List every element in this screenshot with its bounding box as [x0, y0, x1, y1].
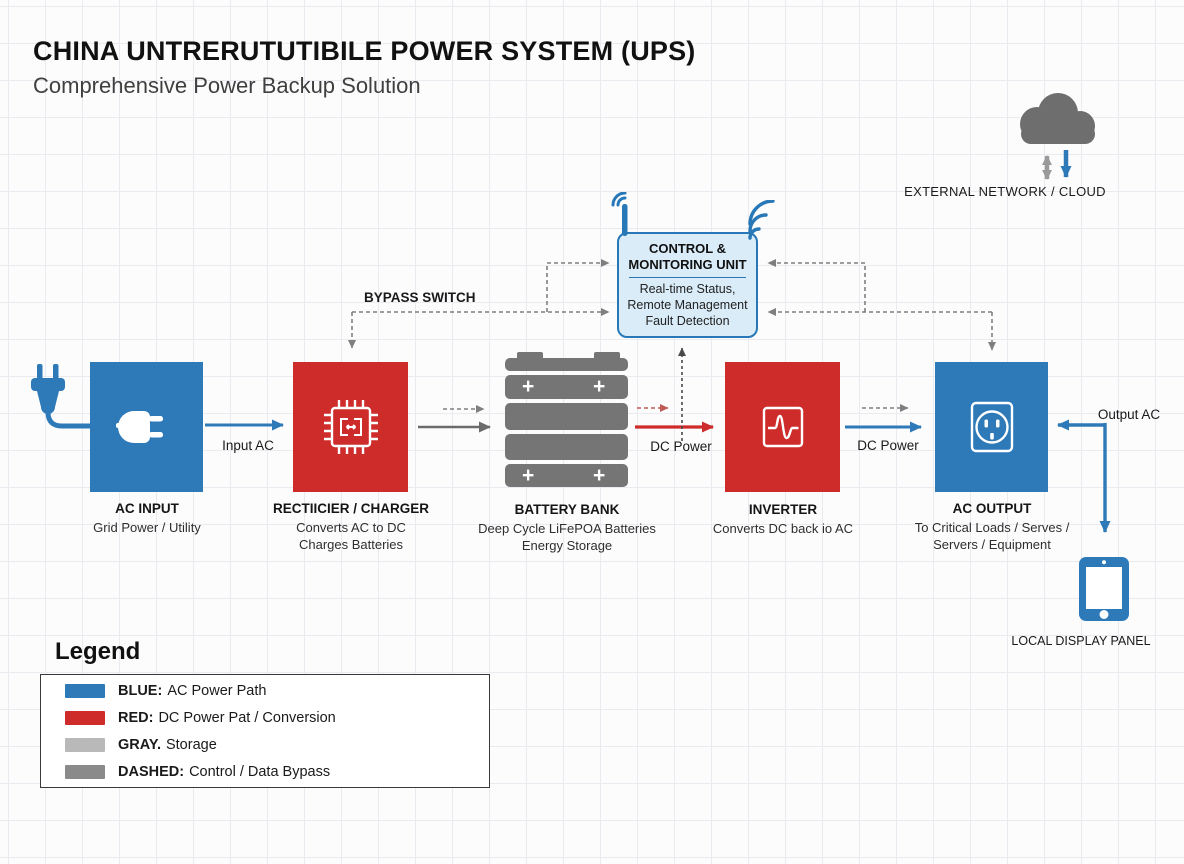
caption-inverter: INVERTER Converts DC back io AC [712, 502, 854, 536]
caption-ac-output: AC OUTPUT To Critical Loads / Serves / Servers / Equipment [914, 501, 1070, 552]
sine-wave-icon [751, 395, 815, 459]
control-unit-title-line1: CONTROL & [648, 241, 727, 256]
battery-cell [505, 434, 628, 460]
control-monitoring-unit [617, 232, 758, 338]
dc-power-label-output: DC Power [857, 438, 919, 453]
plus-sign: + [522, 375, 535, 398]
antenna-icon [606, 192, 646, 238]
page-title: CHINA UNTRERUTUTIBILE POWER SYSTEM (UPS) [33, 36, 696, 66]
legend-swatch-red [65, 711, 105, 725]
control-unit-title-line2: MONITORING UNIT [628, 257, 747, 272]
control-unit-detail-3: Fault Detection [645, 314, 730, 328]
dc-power-label-battery: DC Power [650, 439, 712, 454]
circuit-chip-icon [318, 394, 384, 460]
block-ac-input [90, 362, 203, 492]
plus-sign: + [522, 464, 535, 487]
legend-item-gray: GRAY. Storage [65, 737, 489, 753]
control-unit-detail-1: Real-time Status, [639, 282, 736, 296]
legend-swatch-blue [65, 684, 105, 698]
bypass-switch-label: BYPASS SWITCH [364, 290, 476, 305]
legend-item-red: RED: DC Power Pat / Conversion [65, 710, 489, 726]
tablet-icon [1078, 556, 1130, 622]
control-unit-divider [629, 277, 747, 278]
input-ac-label: Input AC [222, 438, 274, 453]
output-ac-label: Output AC [1097, 407, 1161, 422]
block-battery-bank [505, 352, 628, 492]
local-display-panel-label: LOCAL DISPLAY PANEL [1011, 634, 1151, 648]
block-rectifier-charger [293, 362, 408, 492]
legend-swatch-gray [65, 738, 105, 752]
caption-rectifier: RECTIICIER / CHARGER Converts AC to DC Charges Batteries [272, 501, 429, 552]
power-outlet-icon [960, 395, 1024, 459]
page-subtitle: Comprehensive Power Backup Solution [33, 73, 421, 98]
cloud-icon [1003, 86, 1107, 152]
battery-cell [505, 358, 628, 371]
legend-swatch-dashed [65, 765, 105, 779]
block-inverter [725, 362, 840, 492]
block-ac-output [935, 362, 1048, 492]
plus-sign: + [593, 464, 606, 487]
power-plug-icon [116, 397, 178, 457]
battery-branch-to-control-dashed [547, 263, 609, 312]
battery-cell [505, 403, 628, 430]
caption-ac-input: AC INPUT Grid Power / Utility [93, 501, 201, 535]
battery-cell [505, 375, 628, 399]
wifi-signal-icon [742, 200, 782, 244]
plus-sign: + [593, 375, 606, 398]
legend-box [40, 674, 490, 788]
legend-item-blue: BLUE: AC Power Path [65, 683, 489, 699]
cloud-label: EXTERNAL NETWORK / CLOUD [904, 184, 1106, 199]
control-unit-detail-2: Remote Management [627, 298, 748, 312]
caption-battery: BATTERY BANK Deep Cycle LiFePOA Batteries Energy Storage [478, 502, 656, 553]
legend-item-dashed: DASHED: Control / Data Bypass [65, 764, 489, 780]
battery-cell [505, 464, 628, 487]
control-right-upper-dashed [768, 263, 865, 312]
legend-title: Legend [55, 638, 141, 665]
